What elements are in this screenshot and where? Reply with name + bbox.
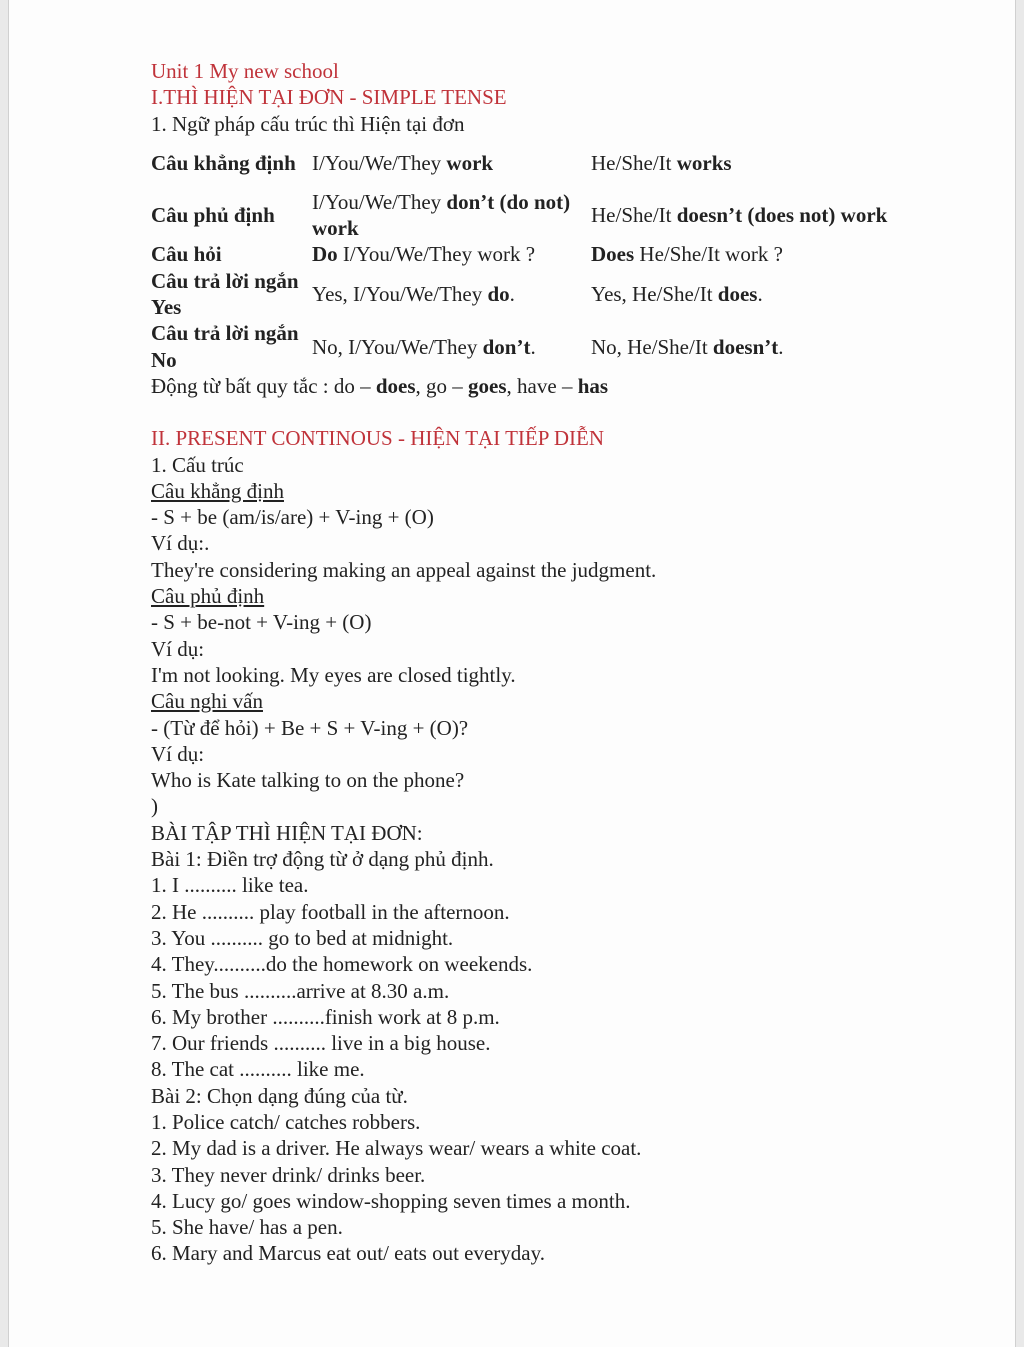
list-item: 8. The cat .......... like me. <box>151 1057 365 1082</box>
affirmative-label: Câu khẳng định <box>151 478 284 503</box>
list-item: 7. Our friends .......... live in a big house. <box>151 1031 491 1056</box>
section2-heading: II. PRESENT CONTINOUS - HIỆN TẠI TIẾP DIỄN <box>151 426 605 451</box>
affirmative-formula: - S + be (am/is/are) + V-ing + (O) <box>151 505 434 530</box>
row-plural-form: No, I/You/We/They don’t. <box>312 334 536 359</box>
affirmative-example: They're considering making an appeal against the judgment. <box>151 557 657 582</box>
row-plural-form: I/You/We/They work <box>312 150 494 175</box>
negative-example: I'm not looking. My eyes are closed tightly. <box>151 662 516 687</box>
table-row <box>151 268 887 321</box>
section2-subheading: 1. Cấu trúc <box>151 452 244 477</box>
interrogative-label: Câu nghi vấn <box>151 689 263 714</box>
stray-parenthesis: ) <box>151 794 158 819</box>
row-plural-form: Yes, I/You/We/They do. <box>312 281 515 306</box>
negative-formula: - S + be-not + V-ing + (O) <box>151 610 372 635</box>
list-item: 3. They never drink/ drinks beer. <box>151 1162 426 1187</box>
interrogative-example: Who is Kate talking to on the phone? <box>151 768 465 793</box>
table-row <box>151 241 887 267</box>
list-item: 1. Police catch/ catches robbers. <box>151 1109 421 1134</box>
row-label: Câu phủ định <box>151 203 275 228</box>
section1-subheading: 1. Ngữ pháp cấu trúc thì Hiện tại đơn <box>151 111 465 136</box>
row-plural-form: Do I/You/We/They work ? <box>312 242 536 267</box>
row-singular-form: He/She/It doesn’t (does not) work <box>591 203 888 228</box>
list-item: 5. She have/ has a pen. <box>151 1215 343 1240</box>
exercise1-title: Bài 1: Điền trợ động từ ở dạng phủ định. <box>151 847 494 872</box>
list-item: 6. My brother ..........finish work at 8 p.m. <box>151 1004 500 1029</box>
row-label: Câu hỏi <box>151 242 222 267</box>
example-label: Ví dụ:. <box>151 531 210 556</box>
example-label: Ví dụ: <box>151 636 205 661</box>
list-item: 4. Lucy go/ goes window-shopping seven times a month. <box>151 1188 631 1213</box>
list-item: 5. The bus ..........arrive at 8.30 a.m. <box>151 978 450 1003</box>
row-singular-form: Yes, He/She/It does. <box>591 281 763 306</box>
list-item: 2. My dad is a driver. He always wear/ wears a white coat. <box>151 1136 642 1161</box>
exercise1-list <box>151 872 971 1082</box>
list-item: 3. You .......... go to bed at midnight. <box>151 925 454 950</box>
list-item: 2. He .......... play football in the afternoon. <box>151 899 510 924</box>
exercise2-list <box>151 1109 971 1267</box>
document-page <box>8 0 1016 1347</box>
irregular-verbs-note: Động từ bất quy tắc : do – does, go – goes, have – has <box>151 373 609 398</box>
interrogative-formula: - (Từ để hỏi) + Be + S + V-ing + (O)? <box>151 715 469 740</box>
row-singular-form: Does He/She/It work ? <box>591 242 783 267</box>
negative-label: Câu phủ định <box>151 584 265 609</box>
exercises-heading: BÀI TẬP THÌ HIỆN TẠI ĐƠN: <box>151 820 423 845</box>
row-singular-form: No, He/She/It doesn’t. <box>591 334 784 359</box>
row-label: Câu trả lời ngắn Yes <box>151 268 299 320</box>
example-label: Ví dụ: <box>151 741 205 766</box>
simple-tense-table <box>151 137 887 373</box>
table-row <box>151 320 887 373</box>
document-content <box>151 58 971 1267</box>
table-row <box>151 137 887 189</box>
row-label: Câu khẳng định <box>151 150 296 175</box>
row-plural-form: I/You/We/They don’t (do not) work <box>312 189 571 241</box>
list-item: 1. I .......... like tea. <box>151 873 309 898</box>
row-label: Câu trả lời ngắn No <box>151 321 299 372</box>
unit-title: Unit 1 My new school <box>151 59 339 83</box>
list-item: 4. They..........do the homework on weekends. <box>151 952 533 977</box>
exercise2-title: Bài 2: Chọn dạng đúng của từ. <box>151 1083 408 1108</box>
list-item: 6. Mary and Marcus eat out/ eats out everyday. <box>151 1241 546 1266</box>
section1-heading: I.THÌ HIỆN TẠI ĐƠN - SIMPLE TENSE <box>151 85 507 110</box>
row-singular-form: He/She/It works <box>591 150 732 175</box>
table-row <box>151 189 887 242</box>
